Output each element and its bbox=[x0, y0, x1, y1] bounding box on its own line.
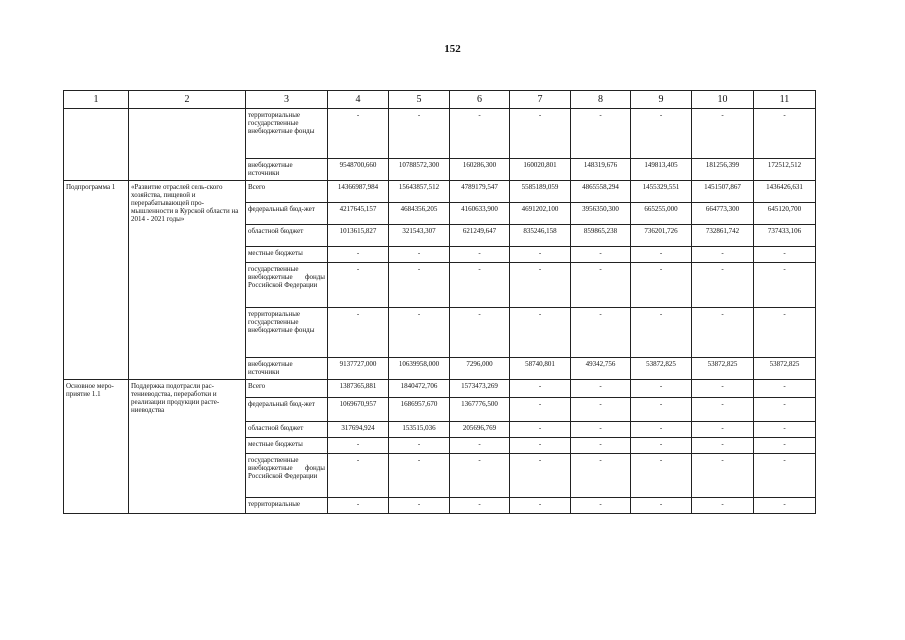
program-cell: Подпрограмма 1 bbox=[64, 181, 129, 380]
value-cell: - bbox=[450, 109, 510, 159]
value-cell: - bbox=[754, 308, 816, 358]
value-cell: - bbox=[754, 380, 816, 398]
value-cell: - bbox=[754, 398, 816, 422]
program-cell: Основное меро-приятие 1.1 bbox=[64, 380, 129, 514]
value-cell: 736201,726 bbox=[631, 225, 692, 247]
value-cell: 7296,000 bbox=[450, 358, 510, 380]
value-cell: - bbox=[631, 422, 692, 438]
value-cell: - bbox=[389, 438, 450, 454]
value-cell: 621249,647 bbox=[450, 225, 510, 247]
value-cell: 148319,676 bbox=[571, 159, 631, 181]
value-cell: 1686957,670 bbox=[389, 398, 450, 422]
value-cell: - bbox=[389, 454, 450, 498]
value-cell: - bbox=[450, 454, 510, 498]
funding-source-cell: федеральный бюд-жет bbox=[246, 203, 328, 225]
value-cell: 317694,924 bbox=[328, 422, 389, 438]
program-name-cell bbox=[129, 109, 246, 181]
value-cell: 5585189,059 bbox=[510, 181, 571, 203]
value-cell: 153515,036 bbox=[389, 422, 450, 438]
table-row bbox=[64, 181, 816, 203]
value-cell: - bbox=[631, 308, 692, 358]
value-cell: 645120,700 bbox=[754, 203, 816, 225]
value-cell: - bbox=[510, 109, 571, 159]
value-cell: - bbox=[510, 498, 571, 514]
value-cell: - bbox=[328, 263, 389, 308]
value-cell: - bbox=[571, 263, 631, 308]
value-cell: - bbox=[631, 454, 692, 498]
value-cell: - bbox=[754, 498, 816, 514]
value-cell: - bbox=[631, 498, 692, 514]
funding-source-cell: местные бюджеты bbox=[246, 247, 328, 263]
funding-source-cell: федеральный бюд-жет bbox=[246, 398, 328, 422]
header-cell: 5 bbox=[389, 91, 450, 109]
value-cell: - bbox=[510, 247, 571, 263]
value-cell: 4160633,900 bbox=[450, 203, 510, 225]
header-cell: 1 bbox=[64, 91, 129, 109]
value-cell: - bbox=[631, 380, 692, 398]
value-cell: - bbox=[571, 398, 631, 422]
value-cell: - bbox=[389, 263, 450, 308]
value-cell: 53872,825 bbox=[631, 358, 692, 380]
program-name-cell: Поддержка подотрасли рас-тениеводства, переработки и реализации продукции расте-ниеводства bbox=[129, 380, 246, 514]
value-cell: 1069670,957 bbox=[328, 398, 389, 422]
value-cell: - bbox=[692, 438, 754, 454]
value-cell: - bbox=[692, 380, 754, 398]
value-cell: - bbox=[571, 308, 631, 358]
value-cell: - bbox=[328, 498, 389, 514]
value-cell: - bbox=[692, 422, 754, 438]
table-row bbox=[64, 109, 816, 159]
value-cell: 160020,801 bbox=[510, 159, 571, 181]
value-cell: - bbox=[571, 247, 631, 263]
funding-source-cell: областной бюджет bbox=[246, 422, 328, 438]
value-cell: 732861,742 bbox=[692, 225, 754, 247]
value-cell: - bbox=[692, 398, 754, 422]
value-cell: - bbox=[631, 247, 692, 263]
header-cell: 7 bbox=[510, 91, 571, 109]
value-cell: - bbox=[328, 454, 389, 498]
value-cell: - bbox=[754, 263, 816, 308]
value-cell: 1436426,631 bbox=[754, 181, 816, 203]
value-cell: - bbox=[692, 498, 754, 514]
header-cell: 9 bbox=[631, 91, 692, 109]
value-cell: 58740,801 bbox=[510, 358, 571, 380]
value-cell: - bbox=[510, 438, 571, 454]
value-cell: - bbox=[571, 454, 631, 498]
value-cell: - bbox=[692, 247, 754, 263]
value-cell: - bbox=[389, 498, 450, 514]
value-cell: - bbox=[328, 109, 389, 159]
program-name-cell: «Развитие отраслей сель-ского хозяйства, пищевой и перерабатывающей про-мышленности в Курской области на 2014 - 2021 годы» bbox=[129, 181, 246, 380]
value-cell: - bbox=[328, 247, 389, 263]
header-cell: 8 bbox=[571, 91, 631, 109]
table-row bbox=[64, 380, 816, 398]
funding-source-cell: внебюджетные источники bbox=[246, 358, 328, 380]
value-cell: - bbox=[631, 398, 692, 422]
value-cell: 14366987,984 bbox=[328, 181, 389, 203]
value-cell: 4691202,100 bbox=[510, 203, 571, 225]
value-cell: 665255,000 bbox=[631, 203, 692, 225]
value-cell: - bbox=[754, 454, 816, 498]
header-row bbox=[64, 91, 816, 109]
header-cell: 10 bbox=[692, 91, 754, 109]
value-cell: 4865558,294 bbox=[571, 181, 631, 203]
value-cell: - bbox=[631, 438, 692, 454]
value-cell: - bbox=[510, 454, 571, 498]
value-cell: - bbox=[510, 308, 571, 358]
header-cell: 3 bbox=[246, 91, 328, 109]
value-cell: - bbox=[754, 422, 816, 438]
value-cell: 172512,512 bbox=[754, 159, 816, 181]
value-cell: - bbox=[692, 263, 754, 308]
header-cell: 4 bbox=[328, 91, 389, 109]
value-cell: 4217645,157 bbox=[328, 203, 389, 225]
value-cell: 321543,307 bbox=[389, 225, 450, 247]
value-cell: - bbox=[450, 247, 510, 263]
value-cell: - bbox=[631, 263, 692, 308]
value-cell: 4684356,205 bbox=[389, 203, 450, 225]
value-cell: 859865,238 bbox=[571, 225, 631, 247]
value-cell: - bbox=[510, 380, 571, 398]
value-cell: 1387365,881 bbox=[328, 380, 389, 398]
value-cell: 4789179,547 bbox=[450, 181, 510, 203]
value-cell: 1455329,551 bbox=[631, 181, 692, 203]
funding-source-cell: Всего bbox=[246, 380, 328, 398]
funding-source-cell: территориальные государственные внебюджетные фонды bbox=[246, 308, 328, 358]
value-cell: - bbox=[389, 109, 450, 159]
value-cell: - bbox=[510, 263, 571, 308]
value-cell: - bbox=[754, 109, 816, 159]
funding-source-cell: местные бюджеты bbox=[246, 438, 328, 454]
value-cell: 1367776,500 bbox=[450, 398, 510, 422]
value-cell: 1451507,867 bbox=[692, 181, 754, 203]
value-cell: - bbox=[450, 438, 510, 454]
value-cell: 160286,300 bbox=[450, 159, 510, 181]
value-cell: 53872,825 bbox=[754, 358, 816, 380]
value-cell: - bbox=[692, 454, 754, 498]
program-cell bbox=[64, 109, 129, 181]
value-cell: - bbox=[328, 308, 389, 358]
value-cell: 9137727,000 bbox=[328, 358, 389, 380]
header-cell: 11 bbox=[754, 91, 816, 109]
header-cell: 2 bbox=[129, 91, 246, 109]
value-cell: - bbox=[450, 498, 510, 514]
value-cell: - bbox=[450, 263, 510, 308]
funding-source-cell: государственные внебюджетные фонды Российской Федерации bbox=[246, 454, 328, 498]
funding-source-cell: территориальные государственные внебюджетные фонды bbox=[246, 109, 328, 159]
value-cell: - bbox=[571, 438, 631, 454]
value-cell: - bbox=[754, 247, 816, 263]
value-cell: - bbox=[328, 438, 389, 454]
value-cell: - bbox=[631, 109, 692, 159]
value-cell: 1013615,827 bbox=[328, 225, 389, 247]
value-cell: - bbox=[571, 498, 631, 514]
funding-source-cell: территориальные bbox=[246, 498, 328, 514]
header-cell: 6 bbox=[450, 91, 510, 109]
value-cell: 49342,756 bbox=[571, 358, 631, 380]
value-cell: - bbox=[692, 308, 754, 358]
value-cell: - bbox=[571, 109, 631, 159]
value-cell: - bbox=[389, 308, 450, 358]
value-cell: - bbox=[510, 422, 571, 438]
value-cell: 1573473,269 bbox=[450, 380, 510, 398]
value-cell: - bbox=[510, 398, 571, 422]
value-cell: - bbox=[754, 438, 816, 454]
value-cell: 10788572,300 bbox=[389, 159, 450, 181]
value-cell: - bbox=[692, 109, 754, 159]
value-cell: - bbox=[450, 308, 510, 358]
value-cell: 15643857,512 bbox=[389, 181, 450, 203]
value-cell: - bbox=[571, 422, 631, 438]
value-cell: 835246,158 bbox=[510, 225, 571, 247]
page-number: 152 bbox=[444, 43, 461, 55]
value-cell: 3956350,300 bbox=[571, 203, 631, 225]
value-cell: 737433,106 bbox=[754, 225, 816, 247]
value-cell: 1840472,706 bbox=[389, 380, 450, 398]
value-cell: 205696,769 bbox=[450, 422, 510, 438]
value-cell: 664773,300 bbox=[692, 203, 754, 225]
value-cell: 149813,405 bbox=[631, 159, 692, 181]
budget-table bbox=[63, 90, 816, 514]
funding-source-cell: внебюджетные источники bbox=[246, 159, 328, 181]
value-cell: 9548700,660 bbox=[328, 159, 389, 181]
funding-source-cell: областной бюджет bbox=[246, 225, 328, 247]
value-cell: 10639958,000 bbox=[389, 358, 450, 380]
value-cell: - bbox=[389, 247, 450, 263]
funding-source-cell: Всего bbox=[246, 181, 328, 203]
value-cell: 53872,825 bbox=[692, 358, 754, 380]
value-cell: 181256,399 bbox=[692, 159, 754, 181]
value-cell: - bbox=[571, 380, 631, 398]
funding-source-cell: государственные внебюджетные фонды Российской Федерации bbox=[246, 263, 328, 308]
